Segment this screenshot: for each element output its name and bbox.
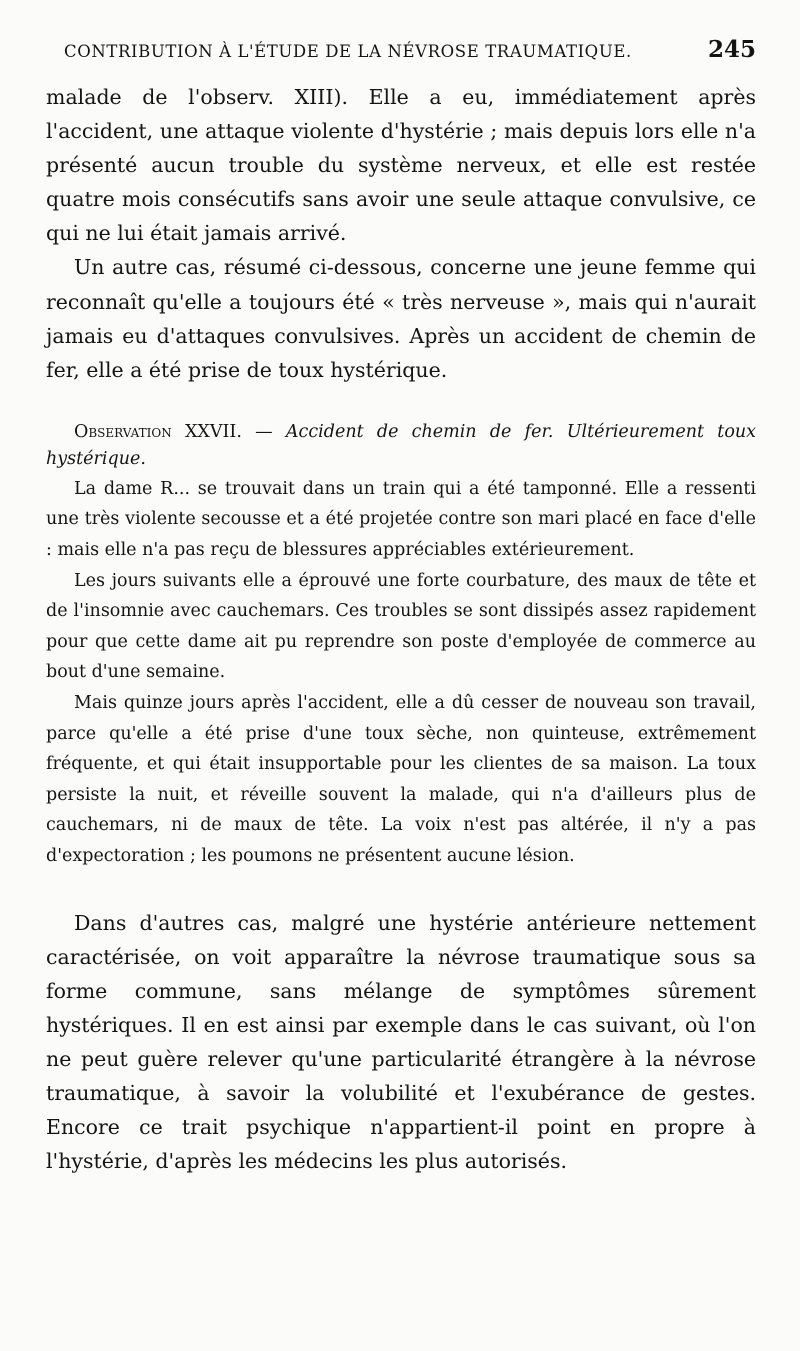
paragraph-continuation: malade de l'observ. XIII). Elle a eu, immédiatement après l'accident, une attaque violente d'hystérie ; mais depuis lors elle n'a présenté aucun trouble du système nerveux, et elle est restée quatre mois consécutifs sans avoir une seule attaque convulsive, ce qui ne lui était jamais arrivé. bbox=[46, 85, 756, 246]
observation-heading bbox=[46, 419, 756, 474]
closing-paragraph: Dans d'autres cas, malgré une hystérie antérieure nettement caractérisée, on voit apparaître la névrose traumatique sous sa forme commune, sans mélange de symptômes sûrement hystériques. Il en est ainsi par exemple dans le cas suivant, où l'on ne peut guère relever qu'une particularité étrangère à la névrose traumatique, à savoir la volubilité et l'exubérance de gestes. Encore ce trait psychique n'appartient-il point en propre à l'hystérie, d'après les médecins les plus autorisés. bbox=[46, 910, 756, 1174]
observation-title: Accident de chemin de fer. Ultérieurement toux hystérique. bbox=[46, 421, 756, 470]
running-head bbox=[46, 36, 756, 80]
observation-paragraph-3: Mais quinze jours après l'accident, elle a dû cesser de nouveau son travail, parce qu'elle a été prise d'une toux sèche, non quinteuse, extrêmement fréquente, et qui était insupportable pour les clientes de sa maison. La toux persiste la nuit, et réveille souvent la malade, qui n'a d'ailleurs plus de cauchemars, ni de maux de tête. La voix n'est pas altérée, il n'y a pas d'expectoration ; les poumons ne présentent aucune lésion. bbox=[46, 693, 756, 866]
page-number: 245 bbox=[707, 36, 756, 63]
observation-paragraph-2: Les jours suivants elle a éprouvé une forte courbature, des maux de tête et de l'insomnie avec cauchemars. Ces troubles se sont dissipés assez rapidement pour que cette dame ait pu reprendre son poste d'employée de commerce au bout d'une semaine. bbox=[46, 570, 756, 683]
section-spacer bbox=[46, 872, 756, 906]
paragraph-another-case: Un autre cas, résumé ci-dessous, concerne une jeune femme qui reconnaît qu'elle a toujours été « très nerveuse », mais qui n'aurait jamais eu d'attaques convulsives. Après un accident de chemin de fer, elle a été prise de toux hystérique. bbox=[46, 255, 756, 382]
observation-paragraph-1: La dame R... se trouvait dans un train qui a été tamponné. Elle a ressenti une très violente secousse et a été projetée contre son mari placé en face d'elle : mais elle n'a pas reçu de blessures appréciables extérieurement. bbox=[46, 478, 756, 561]
observation-label: Observation XXVII. bbox=[74, 421, 242, 442]
observation-separator: — bbox=[241, 421, 286, 442]
running-title: CONTRIBUTION À L'ÉTUDE DE LA NÉVROSE TRAUMATIQUE. bbox=[64, 42, 632, 61]
